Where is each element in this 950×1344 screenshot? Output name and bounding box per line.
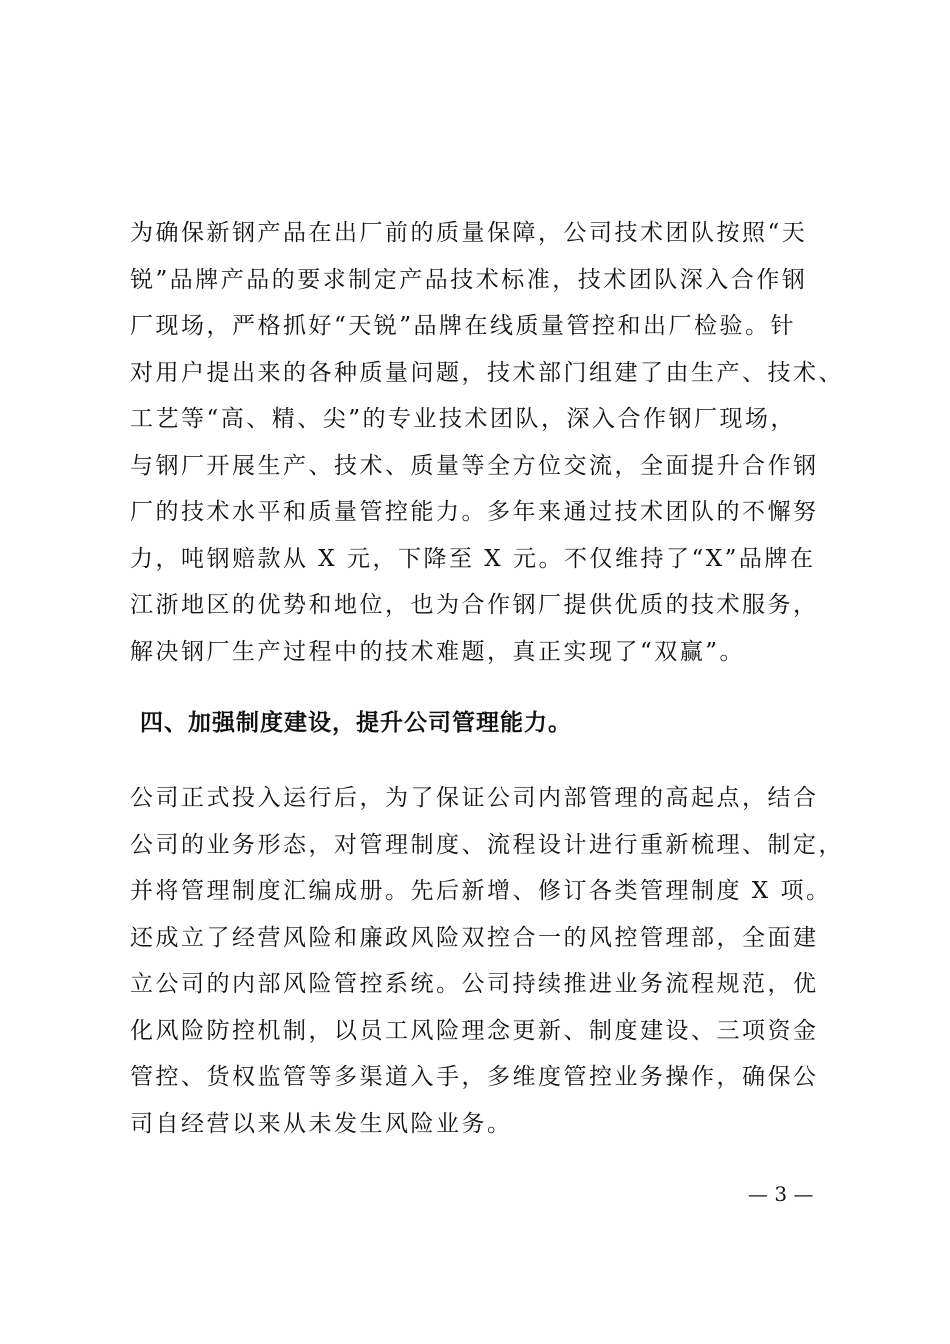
paragraph-line: 工艺等“高、精、尖”的专业技术团队，深入合作钢厂现场， <box>130 406 797 432</box>
paragraph-line: 化风险防控机制，以员工风险理念更新、制度建设、三项资金 <box>130 1017 819 1044</box>
paragraph-line: 立公司的内部风险管控系统。公司持续推进业务流程规范，优 <box>130 971 819 997</box>
paragraph-line: 江浙地区的优势和地位，也为合作钢厂提供优质的技术服务， <box>130 592 819 618</box>
paragraph-line: 对用户提出来的各种质量问题，技术部门组建了由生产、技术、 <box>130 359 844 386</box>
paragraph-line: 锐”品牌产品的要求制定产品技术标准，技术团队深入合作钢 <box>130 266 808 293</box>
page-number: — 3 — <box>748 1182 814 1206</box>
paragraph-line: 厂的技术水平和质量管控能力。多年来通过技术团队的不懈努 <box>130 499 819 525</box>
paragraph-quality-assurance <box>130 210 850 675</box>
paragraph-line: 与钢厂开展生产、技术、质量等全方位交流，全面提升合作钢 <box>130 452 819 479</box>
paragraph-line: 为确保新钢产品在出厂前的质量保障，公司技术团队按照“天 <box>130 220 808 246</box>
paragraph-management-system <box>130 775 850 1147</box>
paragraph-line: 厂现场，严格抓好“天锐”品牌在线质量管控和出厂检验。针 <box>130 313 797 339</box>
section-heading: 四、加强制度建设，提升公司管理能力。 <box>140 710 572 736</box>
paragraph-line: 管控、货权监管等多渠道入手，多维度管控业务操作，确保公 <box>130 1064 819 1090</box>
paragraph-line: 公司正式投入运行后，为了保证公司内部管理的高起点，结合 <box>130 785 819 811</box>
paragraph-line: 公司的业务形态，对管理制度、流程设计进行重新梳理、制定， <box>130 831 844 858</box>
paragraph-line: 解决钢厂生产过程中的技术难题，真正实现了“双赢”。 <box>130 638 746 665</box>
paragraph-line: 还成立了经营风险和廉政风险双控合一的风控管理部，全面建 <box>130 924 819 951</box>
paragraph-line: 并将管理制度汇编成册。先后新增、修订各类管理制度 X 项。 <box>130 878 832 904</box>
paragraph-line: 司自经营以来从未发生风险业务。 <box>130 1110 513 1137</box>
paragraph-line: 力，吨钢赔款从 X 元，下降至 X 元。不仅维持了“X”品牌在 <box>130 545 816 572</box>
